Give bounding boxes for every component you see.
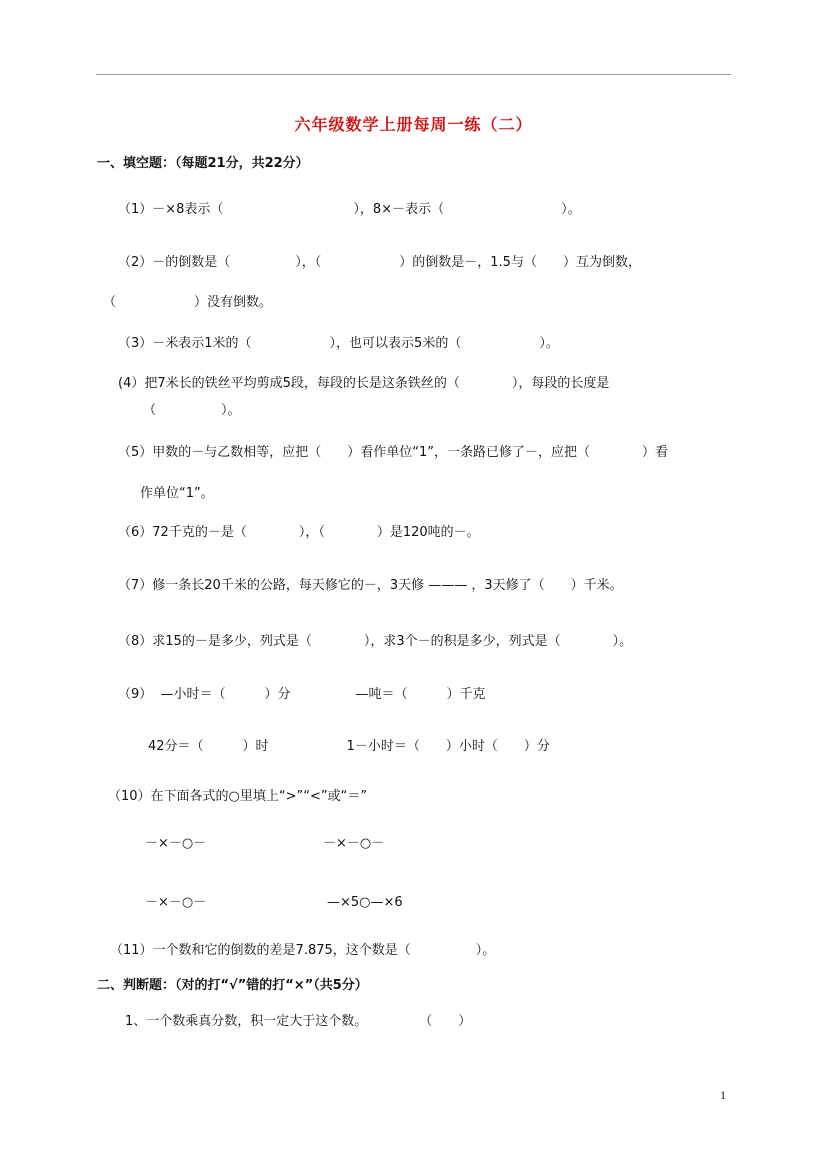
- question-3: （3）－米表示1米的（ ），也可以表示5米的（ ）。: [118, 336, 559, 351]
- page-title: 六年级数学上册每周一练（二）: [294, 115, 533, 134]
- question-10-expr-1: －×－○－: [145, 836, 207, 851]
- question-1: （1）－×8表示（ ），8×－表示（ ）。: [118, 202, 581, 217]
- section1-heading: 一、填空题：（每题21分，共22分）: [97, 156, 309, 171]
- question-2-line-2: （ ）没有倒数。: [103, 295, 273, 310]
- question-10-expr-4: —×5○—×6: [327, 895, 403, 910]
- page-number: 1: [720, 1088, 726, 1102]
- question-10-expr-2: －×－○－: [323, 836, 385, 851]
- section2-heading: 二、判断题：（对的打“√”错的打“×”（共5分）: [97, 978, 368, 993]
- question-9-line-1: （9） —小时＝（ ）分 —吨＝（ ）千克: [118, 687, 486, 702]
- question-5-line-1: （5）甲数的－与乙数相等，应把（ ）看作单位“1”，一条路已修了－，应把（ ）看: [118, 445, 669, 460]
- question-6: （6）72千克的－是（ ），（ ）是120吨的－。: [118, 525, 480, 540]
- question-4-line-1: (4）把7米长的铁丝平均剪成5段，每段的长是这条铁丝的（ ），每段的长度是: [118, 376, 610, 391]
- question-7: （7）修一条长20千米的公路，每天修它的－，3天修 ——— ，3天修了（ ）千米。: [118, 578, 623, 593]
- question-5-line-2: 作单位“1”。: [140, 486, 214, 501]
- question-4-line-2: （ ）。: [143, 403, 241, 418]
- judgement-question-1: 1、一个数乘真分数，积一定大于这个数。 （ ）: [125, 1014, 472, 1029]
- question-10-expr-3: －×－○－: [145, 895, 207, 910]
- question-8: （8）求15的－是多少，列式是（ ），求3个－的积是多少，列式是（ ）。: [118, 634, 633, 649]
- question-11: （11）一个数和它的倒数的差是7.875，这个数是（ ）。: [110, 943, 496, 958]
- question-2-line-1: （2）－的倒数是（ ），（ ）的倒数是－，1.5与（ ）互为倒数，: [118, 255, 641, 270]
- question-10: （10）在下面各式的○里填上“>”“<”或“＝”: [108, 789, 368, 804]
- question-9-line-2: 42分＝（ ）时 1－小时＝（ ）小时（ ）分: [148, 739, 550, 754]
- header-rule: [96, 74, 731, 75]
